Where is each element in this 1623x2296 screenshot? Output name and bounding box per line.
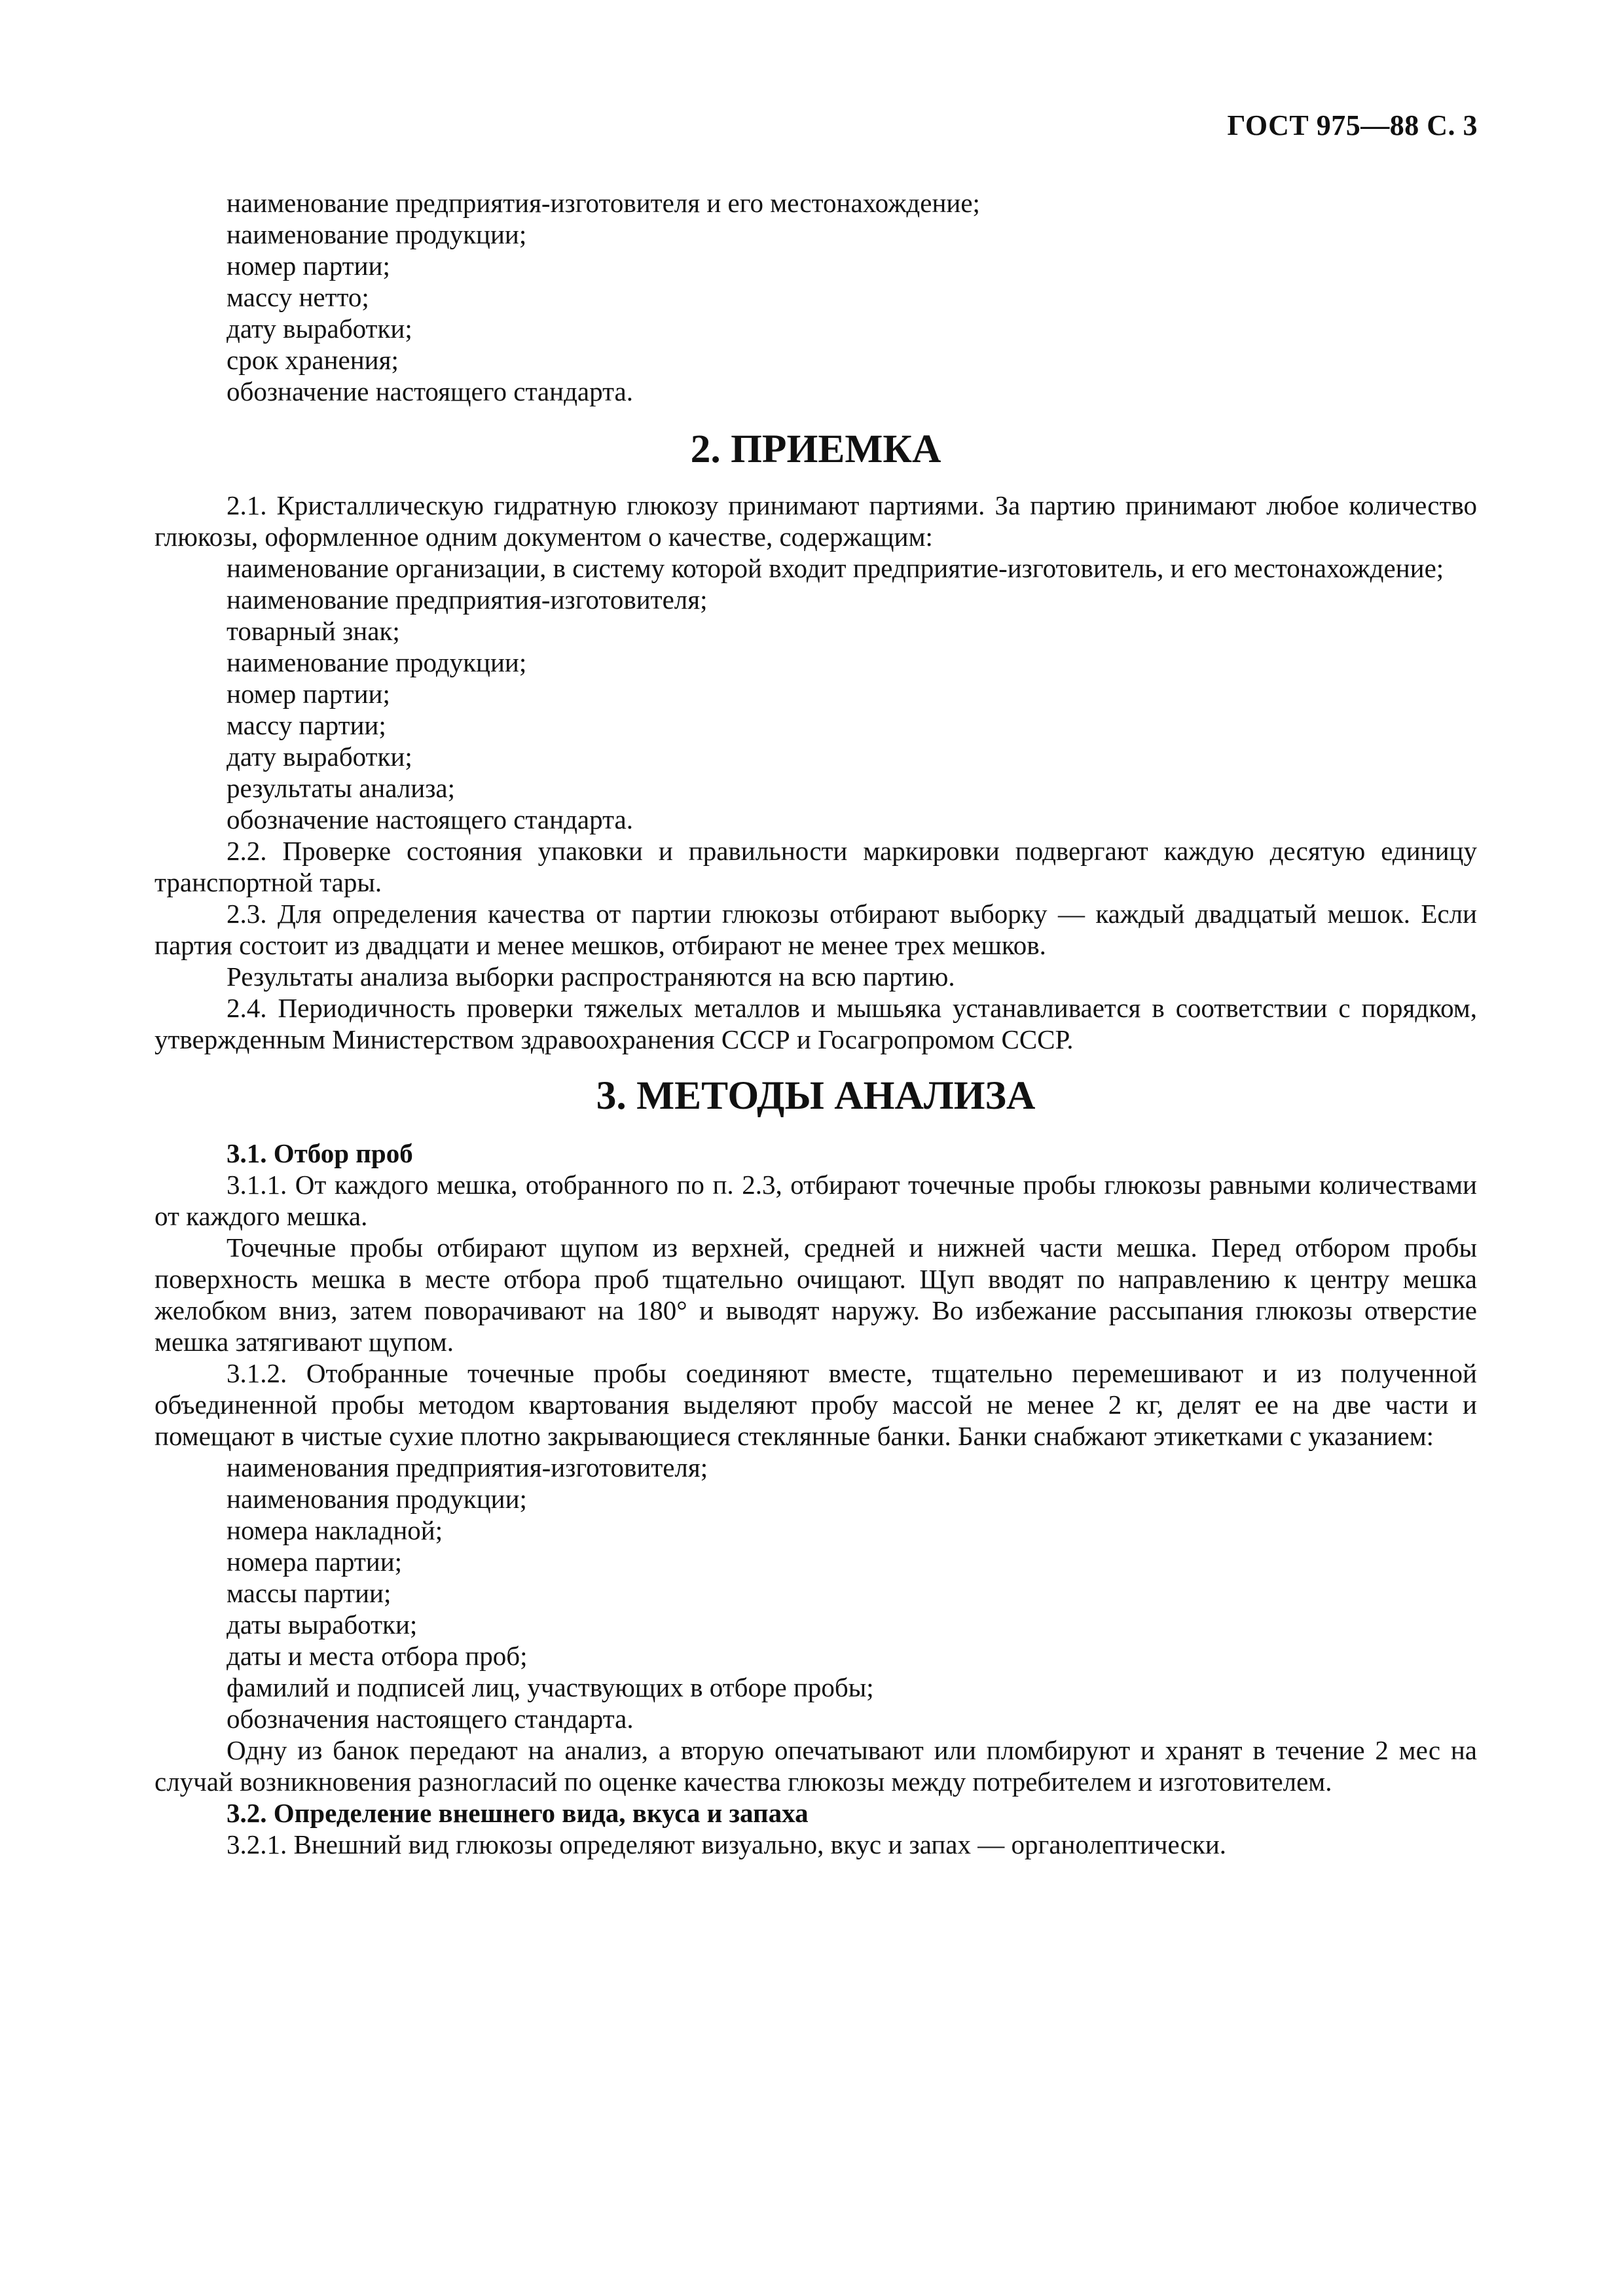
list-item: даты выработки; (227, 1609, 418, 1640)
label-list (155, 1452, 1477, 1734)
list-item: наименование продукции; (227, 219, 527, 249)
list-item: наименование продукции; (227, 647, 527, 677)
list-item: номера партии; (227, 1547, 403, 1577)
paragraph-3-1-1-probe: Точечные пробы отбирают щупом из верхней, средней и нижней части мешка. Перед отбором пробы поверхность мешка в месте отбора проб тщательно очищают. Щуп вводят по направлению к центру мешка желобком вниз, затем поворачивают на 180° и выводят наружу. Во избежание рассыпания глюкозы отверстие мешка затягивают щупом. (155, 1232, 1477, 1357)
list-item: фамилий и подписей лиц, участвующих в отборе пробы; (227, 1672, 874, 1702)
document-body (155, 187, 1477, 1860)
list-item: обозначения настоящего стандарта. (227, 1704, 634, 1734)
list-item: результаты анализа; (227, 773, 455, 803)
acceptance-list (155, 584, 1477, 835)
subheading-sampling: 3.1. Отбор проб (227, 1138, 413, 1168)
list-item: наименования продукции; (227, 1484, 527, 1514)
list-item: массы партии; (227, 1578, 392, 1608)
list-item: даты и места отбора проб; (227, 1641, 528, 1671)
page-header: ГОСТ 975—88 С. 3 (1227, 109, 1478, 141)
subheading-appearance: 3.2. Определение внешнего вида, вкуса и запаха (227, 1798, 809, 1828)
list-item: обозначение настоящего стандарта. (227, 804, 633, 834)
paragraph-3-1-2-storage: Одну из банок передают на анализ, а вторую опечатывают или пломбируют и хранят в течение 2 мес на случай возникновения разногласий по оценке качества глюкозы между потребителем и изготовителем. (155, 1735, 1477, 1797)
list-item: обозначение настоящего стандарта. (227, 376, 633, 406)
list-item: номера накладной; (227, 1515, 443, 1545)
paragraph-3-2-1: 3.2.1. Внешний вид глюкозы определяют визуально, вкус и запах — органолептически. (227, 1829, 1227, 1859)
paragraph-3-1-1: 3.1.1. От каждого мешка, отобранного по п. 2.3, отбирают точечные пробы глюкозы равными количествами от каждого мешка. (155, 1170, 1477, 1231)
list-item: дату выработки; (227, 742, 412, 772)
list-item: номер партии; (227, 251, 390, 281)
paragraph-2-3: 2.3. Для определения качества от партии глюкозы отбирают выборку — каждый двадцатый мешок. Если партия состоит из двадцати и менее мешков, отбирают не менее трех мешков. (155, 899, 1477, 960)
section-heading-acceptance: 2. ПРИЕМКА (690, 427, 941, 471)
paragraph-2-2: 2.2. Проверке состояния упаковки и правильности маркировки подвергают каждую десятую единицу транспортной тары. (155, 836, 1477, 897)
list-item: срок хранения; (227, 345, 399, 375)
list-item: наименование предприятия-изготовителя; (227, 584, 708, 615)
paragraph-2-1: 2.1. Кристаллическую гидратную глюкозу принимают партиями. За партию принимают любое количество глюкозы, оформленное одним документом о качестве, содержащим: (155, 490, 1477, 552)
paragraph-2-3-results: Результаты анализа выборки распространяются на всю партию. (227, 961, 955, 992)
list-item: массу партии; (227, 710, 386, 740)
section-heading-methods: 3. МЕТОДЫ АНАЛИЗА (596, 1073, 1036, 1118)
list-item: дату выработки; (227, 314, 412, 344)
list-item: массу нетто; (227, 282, 369, 312)
list-item: наименование предприятия-изготовителя и его местонахождение; (227, 188, 980, 218)
paragraph-2-1-organization: наименование организации, в систему которой входит предприятие-изготовитель, и его местонахождение; (227, 553, 1444, 583)
paragraph-2-4: 2.4. Периодичность проверки тяжелых металлов и мышьяка устанавливается в соответствии с порядком, утвержденным Министерством здравоохранения СССР и Госагропромом СССР. (155, 993, 1477, 1054)
list-item: товарный знак; (227, 616, 400, 646)
list-item: номер партии; (227, 679, 390, 709)
intro-list (155, 187, 1477, 407)
paragraph-3-1-2: 3.1.2. Отобранные точечные пробы соединяют вместе, тщательно перемешивают и из полученной объединенной пробы методом квартования выделяют пробу массой не менее 2 кг, делят ее на две части и помещают в чистые сухие плотно закрывающиеся стеклянные банки. Банки снабжают этикетками с указанием: (155, 1358, 1477, 1451)
list-item: наименования предприятия-изготовителя; (227, 1452, 708, 1482)
